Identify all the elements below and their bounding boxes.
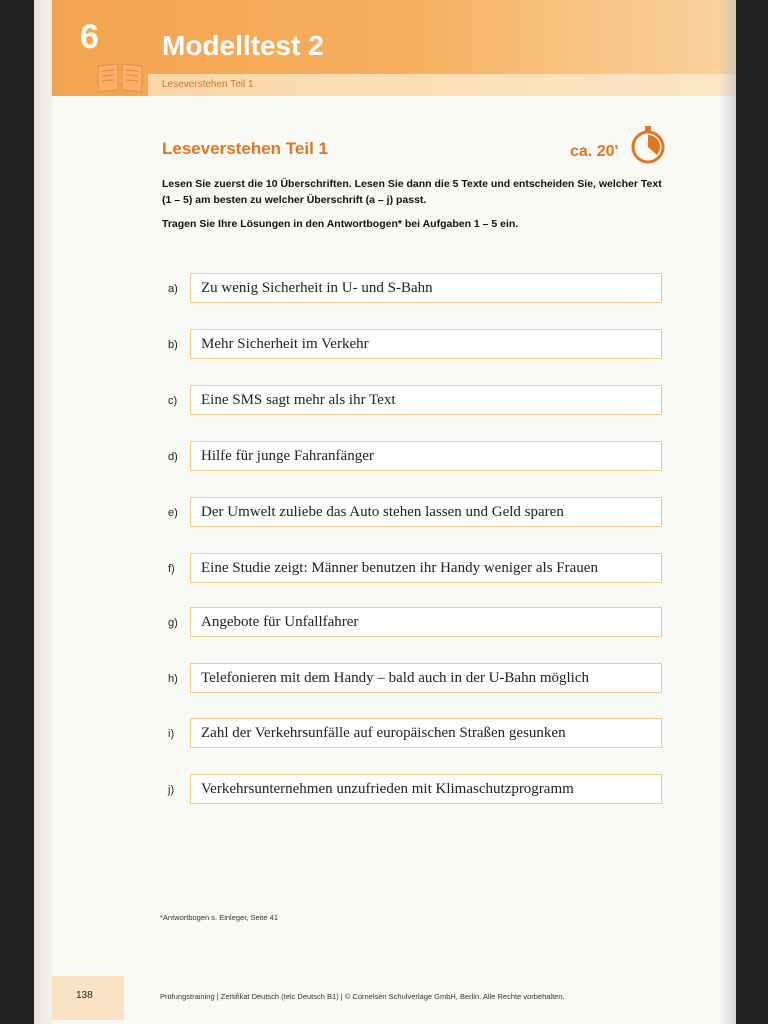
page-shadow	[720, 0, 736, 1024]
heading-box	[190, 553, 662, 583]
heading-box	[190, 329, 662, 359]
heading-row	[162, 273, 662, 307]
heading-text: Zahl der Verkehrsunfälle auf europäischen Straßen gesunken	[201, 724, 566, 741]
chapter-number: 6	[80, 18, 99, 56]
heading-text: Eine Studie zeigt: Männer benutzen ihr Handy weniger als Frauen	[201, 559, 598, 576]
heading-row	[162, 774, 662, 808]
footnote: *Antwortbogen s. Einleger, Seite 41	[160, 913, 278, 922]
section-title: Leseverstehen Teil 1	[162, 139, 328, 158]
section-subheader: Leseverstehen Teil 1	[162, 79, 254, 90]
page-title: Modelltest 2	[162, 30, 324, 61]
heading-row	[162, 329, 662, 363]
heading-text: Eine SMS sagt mehr als ihr Text	[201, 391, 396, 408]
instructions-paragraph: Tragen Sie Ihre Lösungen in den Antwortbogen* bei Aufgaben 1 – 5 ein.	[162, 218, 519, 230]
heading-box	[190, 273, 662, 303]
heading-row	[162, 553, 662, 587]
book-icon	[94, 60, 146, 96]
heading-letter: a)	[168, 283, 178, 295]
heading-box	[190, 607, 662, 637]
heading-box	[190, 774, 662, 804]
heading-row	[162, 385, 662, 419]
heading-text: Verkehrsunternehmen unzufrieden mit Klimaschutzprogramm	[201, 780, 574, 797]
heading-letter: d)	[168, 451, 178, 463]
heading-letter: e)	[168, 507, 178, 519]
heading-row	[162, 441, 662, 475]
footer-text: Prüfungstraining | Zertifikat Deutsch (telc Deutsch B1) | © Cornelsen Schulverlage GmbH, Berlin. Alle Rechte vorbehalten.	[160, 992, 565, 1001]
heading-box	[190, 441, 662, 471]
heading-text: Der Umwelt zuliebe das Auto stehen lassen und Geld sparen	[201, 503, 564, 520]
heading-text: Hilfe für junge Fahranfänger	[201, 447, 374, 464]
heading-box	[190, 663, 662, 693]
page-edge	[34, 0, 52, 1024]
instructions-paragraph: Lesen Sie zuerst die 10 Überschriften. Lesen Sie dann die 5 Texte und entscheiden Sie, welcher Text (1 – 5) am besten zu welcher Überschrift (a – j) passt.	[162, 178, 662, 206]
heading-letter: b)	[168, 339, 178, 351]
heading-text: Zu wenig Sicherheit in U- und S-Bahn	[201, 279, 433, 296]
heading-text: Mehr Sicherheit im Verkehr	[201, 335, 369, 352]
heading-box	[190, 718, 662, 748]
heading-letter: c)	[168, 395, 178, 407]
heading-letter: i)	[168, 728, 175, 740]
heading-letter: g)	[168, 617, 178, 629]
heading-text: Angebote für Unfallfahrer	[201, 613, 359, 630]
heading-text: Telefonieren mit dem Handy – bald auch in der U-Bahn möglich	[201, 669, 590, 686]
time-label: ca. 20'	[570, 143, 619, 160]
heading-letter: h)	[168, 673, 178, 685]
page-number: 138	[76, 990, 93, 1001]
heading-letter: f)	[168, 563, 175, 575]
heading-box	[190, 385, 662, 415]
stopwatch-icon	[628, 124, 668, 166]
heading-row	[162, 663, 662, 697]
heading-row	[162, 497, 662, 531]
heading-row	[162, 607, 662, 641]
heading-row	[162, 718, 662, 752]
instructions	[162, 176, 662, 240]
heading-letter: j)	[168, 784, 175, 796]
heading-box	[190, 497, 662, 527]
